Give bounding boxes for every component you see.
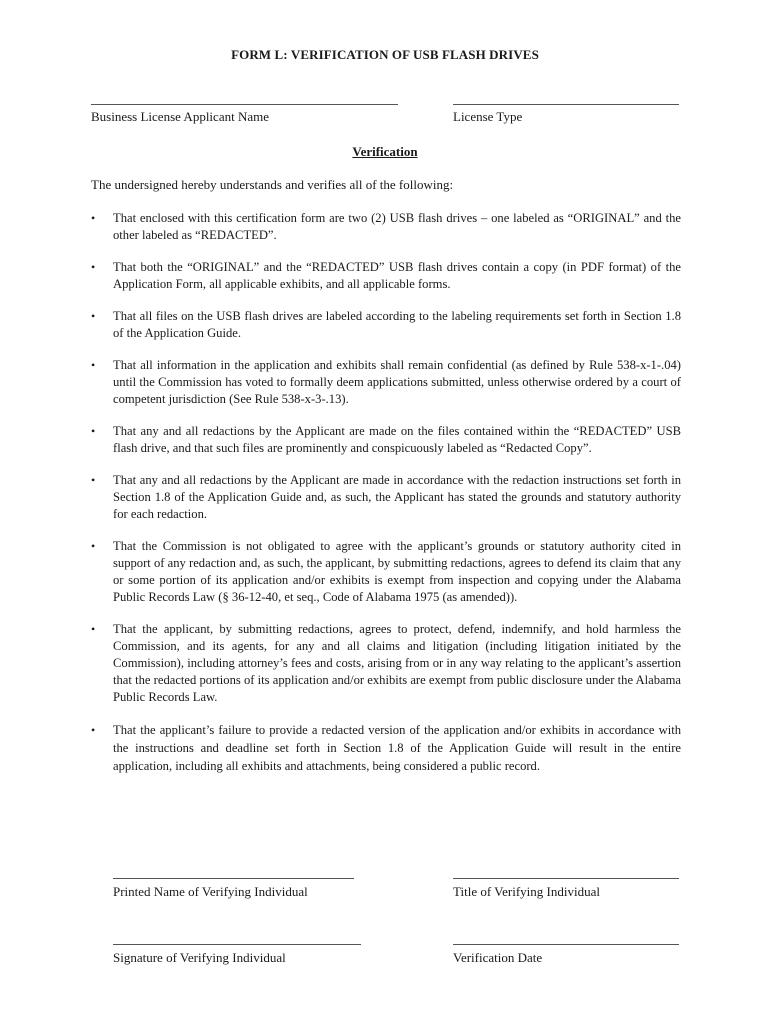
list-item-text: That the Commission is not obligated to agree with the applicant’s grounds or statutory authority cited in support of any redaction and, as such, the applicant, by submitting redactions, agrees to defend its claim that any or some portion of its application and/or exhibits is exempt from inspection and copying under the Alabama Public Records Law (§ 36-12-40, et seq., Code of Alabama 1975 (as amended)). — [113, 539, 681, 604]
list-item — [91, 472, 681, 523]
list-item — [91, 357, 681, 408]
bullet-icon: • — [91, 539, 96, 553]
form-title: FORM L: VERIFICATION OF USB FLASH DRIVES — [231, 47, 539, 62]
list-item-text: That all information in the application and exhibits shall remain confidential (as defined by Rule 538-x-1-.04) until the Commission has voted to formally deem applications submitted, unless otherwise ordered by a court of competent jurisdiction (See Rule 538-x-3-.13). — [113, 358, 681, 406]
signature-label: Signature of Verifying Individual — [113, 950, 286, 965]
verification-date-line — [453, 944, 679, 945]
signature-line — [113, 944, 361, 945]
list-item-text: That any and all redactions by the Applicant are made on the files contained within the “REDACTED” USB flash drive, and that such files are prominently and conspicuously labeled as “Redacted Copy”. — [113, 424, 681, 455]
verification-intro: The undersigned hereby understands and verifies all of the following: — [91, 177, 454, 192]
license-type-field[interactable] — [453, 104, 679, 125]
printed-name-label: Printed Name of Verifying Individual — [113, 884, 308, 899]
list-item — [91, 210, 681, 244]
applicant-name-line — [91, 104, 398, 105]
bullet-icon: • — [91, 211, 96, 225]
signature-field[interactable] — [113, 944, 361, 966]
list-item — [91, 308, 681, 342]
list-item-text: That enclosed with this certification form are two (2) USB flash drives – one labeled as “ORIGINAL” and the other labeled as “REDACTED”. — [113, 211, 681, 242]
title-label: Title of Verifying Individual — [453, 884, 600, 899]
bullet-icon: • — [91, 723, 96, 737]
title-field[interactable] — [453, 878, 679, 900]
title-line — [453, 878, 679, 879]
printed-name-field[interactable] — [113, 878, 354, 900]
bullet-icon: • — [91, 473, 96, 487]
license-type-line — [453, 104, 679, 105]
verification-date-field[interactable] — [453, 944, 679, 966]
printed-name-line — [113, 878, 354, 879]
list-item-text: That both the “ORIGINAL” and the “REDACTED” USB flash drives contain a copy (in PDF format) of the Application Form, all applicable exhibits, and all applicable forms. — [113, 260, 681, 291]
list-item-text: That any and all redactions by the Applicant are made in accordance with the redaction instructions set forth in Section 1.8 of the Application Guide and, as such, the Applicant has stated the grounds and statutory authority for each redaction. — [113, 473, 681, 521]
verification-date-label: Verification Date — [453, 950, 543, 965]
list-item — [91, 621, 681, 706]
applicant-name-label: Business License Applicant Name — [91, 109, 269, 124]
license-type-label: License Type — [453, 109, 523, 124]
list-item — [91, 259, 681, 293]
list-item — [91, 721, 681, 775]
bullet-icon: • — [91, 424, 96, 438]
list-item — [91, 423, 681, 457]
applicant-name-field[interactable] — [91, 104, 398, 125]
bullet-icon: • — [91, 260, 96, 274]
bullet-icon: • — [91, 358, 96, 372]
list-item — [91, 538, 681, 606]
verification-list — [91, 210, 681, 790]
bullet-icon: • — [91, 309, 96, 323]
verification-heading: Verification — [352, 144, 418, 159]
list-item-text: That all files on the USB flash drives are labeled according to the labeling requirements set forth in Section 1.8 of the Application Guide. — [113, 309, 681, 340]
bullet-icon: • — [91, 622, 96, 636]
list-item-text: That the applicant, by submitting redactions, agrees to protect, defend, indemnify, and hold harmless the Commission, and its agents, for any and all claims and litigation (including litigation initiated by the Commission), including attorney’s fees and costs, arising from or in any way relating to the applicant’s assertion that the redacted portions of its application and/or exhibits are exempt from public disclosure under the Alabama Public Records Law. — [113, 622, 681, 704]
list-item-text: That the applicant’s failure to provide a redacted version of the application and/or exhibits in accordance with the instructions and deadline set forth in Section 1.8 of the Application Guide will result in the entire application, including all exhibits and attachments, being considered a public record. — [113, 723, 681, 773]
